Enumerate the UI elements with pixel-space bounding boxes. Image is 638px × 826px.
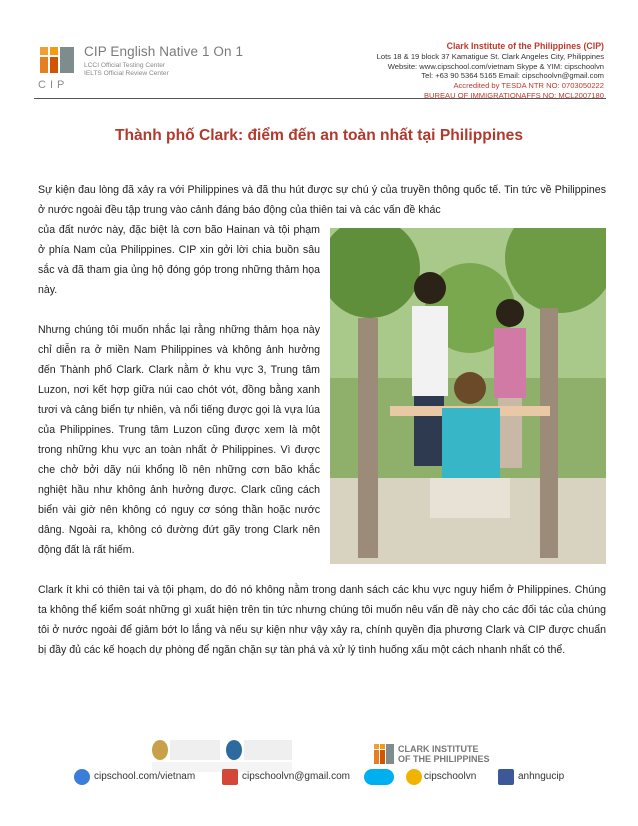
tesda-badge — [244, 740, 292, 760]
school-tel: Tel: +63 90 5364 5165 Email: cipschoolvn@gmail.com — [421, 71, 604, 81]
skype-icon — [364, 769, 394, 785]
gmail-icon — [222, 769, 238, 785]
yahoo-icon — [406, 769, 422, 785]
school-address: Lots 18 & 19 block 37 Kamatigue St. Clark Angeles City, Philippines — [376, 51, 604, 61]
school-contact-block — [318, 42, 604, 101]
bureau-number: BUREAU OF IMMIGRATIONAFFS NO: MCL2007180 — [423, 90, 604, 100]
school-website: Website: www.cipschool.com/vietnam Skype & YIM: cipschoolvn — [387, 61, 604, 71]
facebook-icon — [498, 769, 514, 785]
paragraph-1-narrow: của đất nước này, đặc biệt là cơn bão Hainan và tội phạm ở phía Nam của Philippines. CIP xin gởi lời chia buồn sâu sắc và đã tham gia ủng hộ đóng góp trong những thảm họa này. — [38, 224, 320, 296]
tesda-seal-icon — [226, 740, 242, 760]
immigration-seal-icon — [152, 740, 168, 760]
tesda-accreditation: Accredited by TESDA NTR NO: 0703050222 — [453, 81, 604, 91]
immigration-badge — [170, 740, 220, 760]
paragraph-3: Clark ít khi có thiên tai và tội phạm, do đó nó không nằm trong danh sách các khu vực nguy hiểm ở Philippines. Chúng ta không thể kiểm soát những gì xuất hiện trên tin tức nhưng chúng tôi muốn nêu vấn đề này cho các đối tác của chúng tôi ở nước ngoài để giảm bớt lo lắng và nếu sự kiện như vậy xảy ra, chính quyền địa phương Clark và CIP được chuẩn bị đầy đủ các kế hoạch dự phòng để ngăn chặn sự tàn phá và xử lý tình huống xấu một cách nhanh nhất có thể. — [38, 584, 606, 656]
paragraph-2: Nhưng chúng tôi muốn nhắc lại rằng những thảm họa này chỉ diễn ra ở miền Nam Philippines và không ảnh hưởng đến Thành phố Clark. Clark nằm ở khu vực 3, Trung tâm Luzon, nơi kết hợp giữa núi cao chót vót, đồng bằng xanh tươi và cảng biển tự nhiên, và nổi tiếng được gọi là vựa lúa của Philippines. Trung tâm Luzon cũng được xem là một trong những khu vực an toàn nhất ở Philippines. Vì được che chở bởi dãy núi khổng lồ nên những cơn bão khắc nghiệt hầu như không ảnh hưởng được. Clark cũng cách biển vài giờ nên không có nguy cơ sóng thần hoặc nước dâng. Ngoài ra, không có đường đứt gãy trong Clark nên động đất là rất hiếm. — [38, 324, 320, 556]
students-photo — [330, 228, 606, 564]
cip-letters: CIP — [38, 79, 69, 91]
footer-website-link[interactable]: cipschool.com/vietnam — [94, 771, 196, 782]
footer-logo-line1: CLARK INSTITUTE — [398, 744, 479, 754]
brand-name: CIP English Native 1 On 1 — [84, 44, 244, 59]
brand-sub-ielts: IELTS Official Review Center — [84, 70, 169, 77]
article-title: Thành phố Clark: điểm đến an toàn nhất tại Philippines — [114, 127, 524, 144]
footer-facebook-link[interactable]: anhngucip — [518, 771, 565, 782]
brand-sub-lcci: LCCI Official Testing Center — [84, 62, 166, 69]
globe-icon — [74, 769, 90, 785]
footer-email-link[interactable]: cipschoolvn@gmail.com — [242, 771, 350, 782]
footer-logo-line2: OF THE PHILIPPINES — [398, 754, 490, 764]
school-name: Clark Institute of the Philippines (CIP) — [446, 41, 604, 51]
header-divider — [34, 98, 606, 99]
footer-skype-id[interactable]: cipschoolvn — [424, 771, 477, 782]
paragraph-1-full: Sự kiện đau lòng đã xảy ra với Philippines và đã thu hút được sự chú ý của truyền thông quốc tế. Tin tức về Philippines ở nước ngoài đều tập trung vào cảnh đáng báo động của thiên tai và các vấn đề khác — [38, 184, 606, 216]
cip-footer-logo-icon — [374, 744, 394, 764]
footer-logo-text — [398, 744, 490, 764]
